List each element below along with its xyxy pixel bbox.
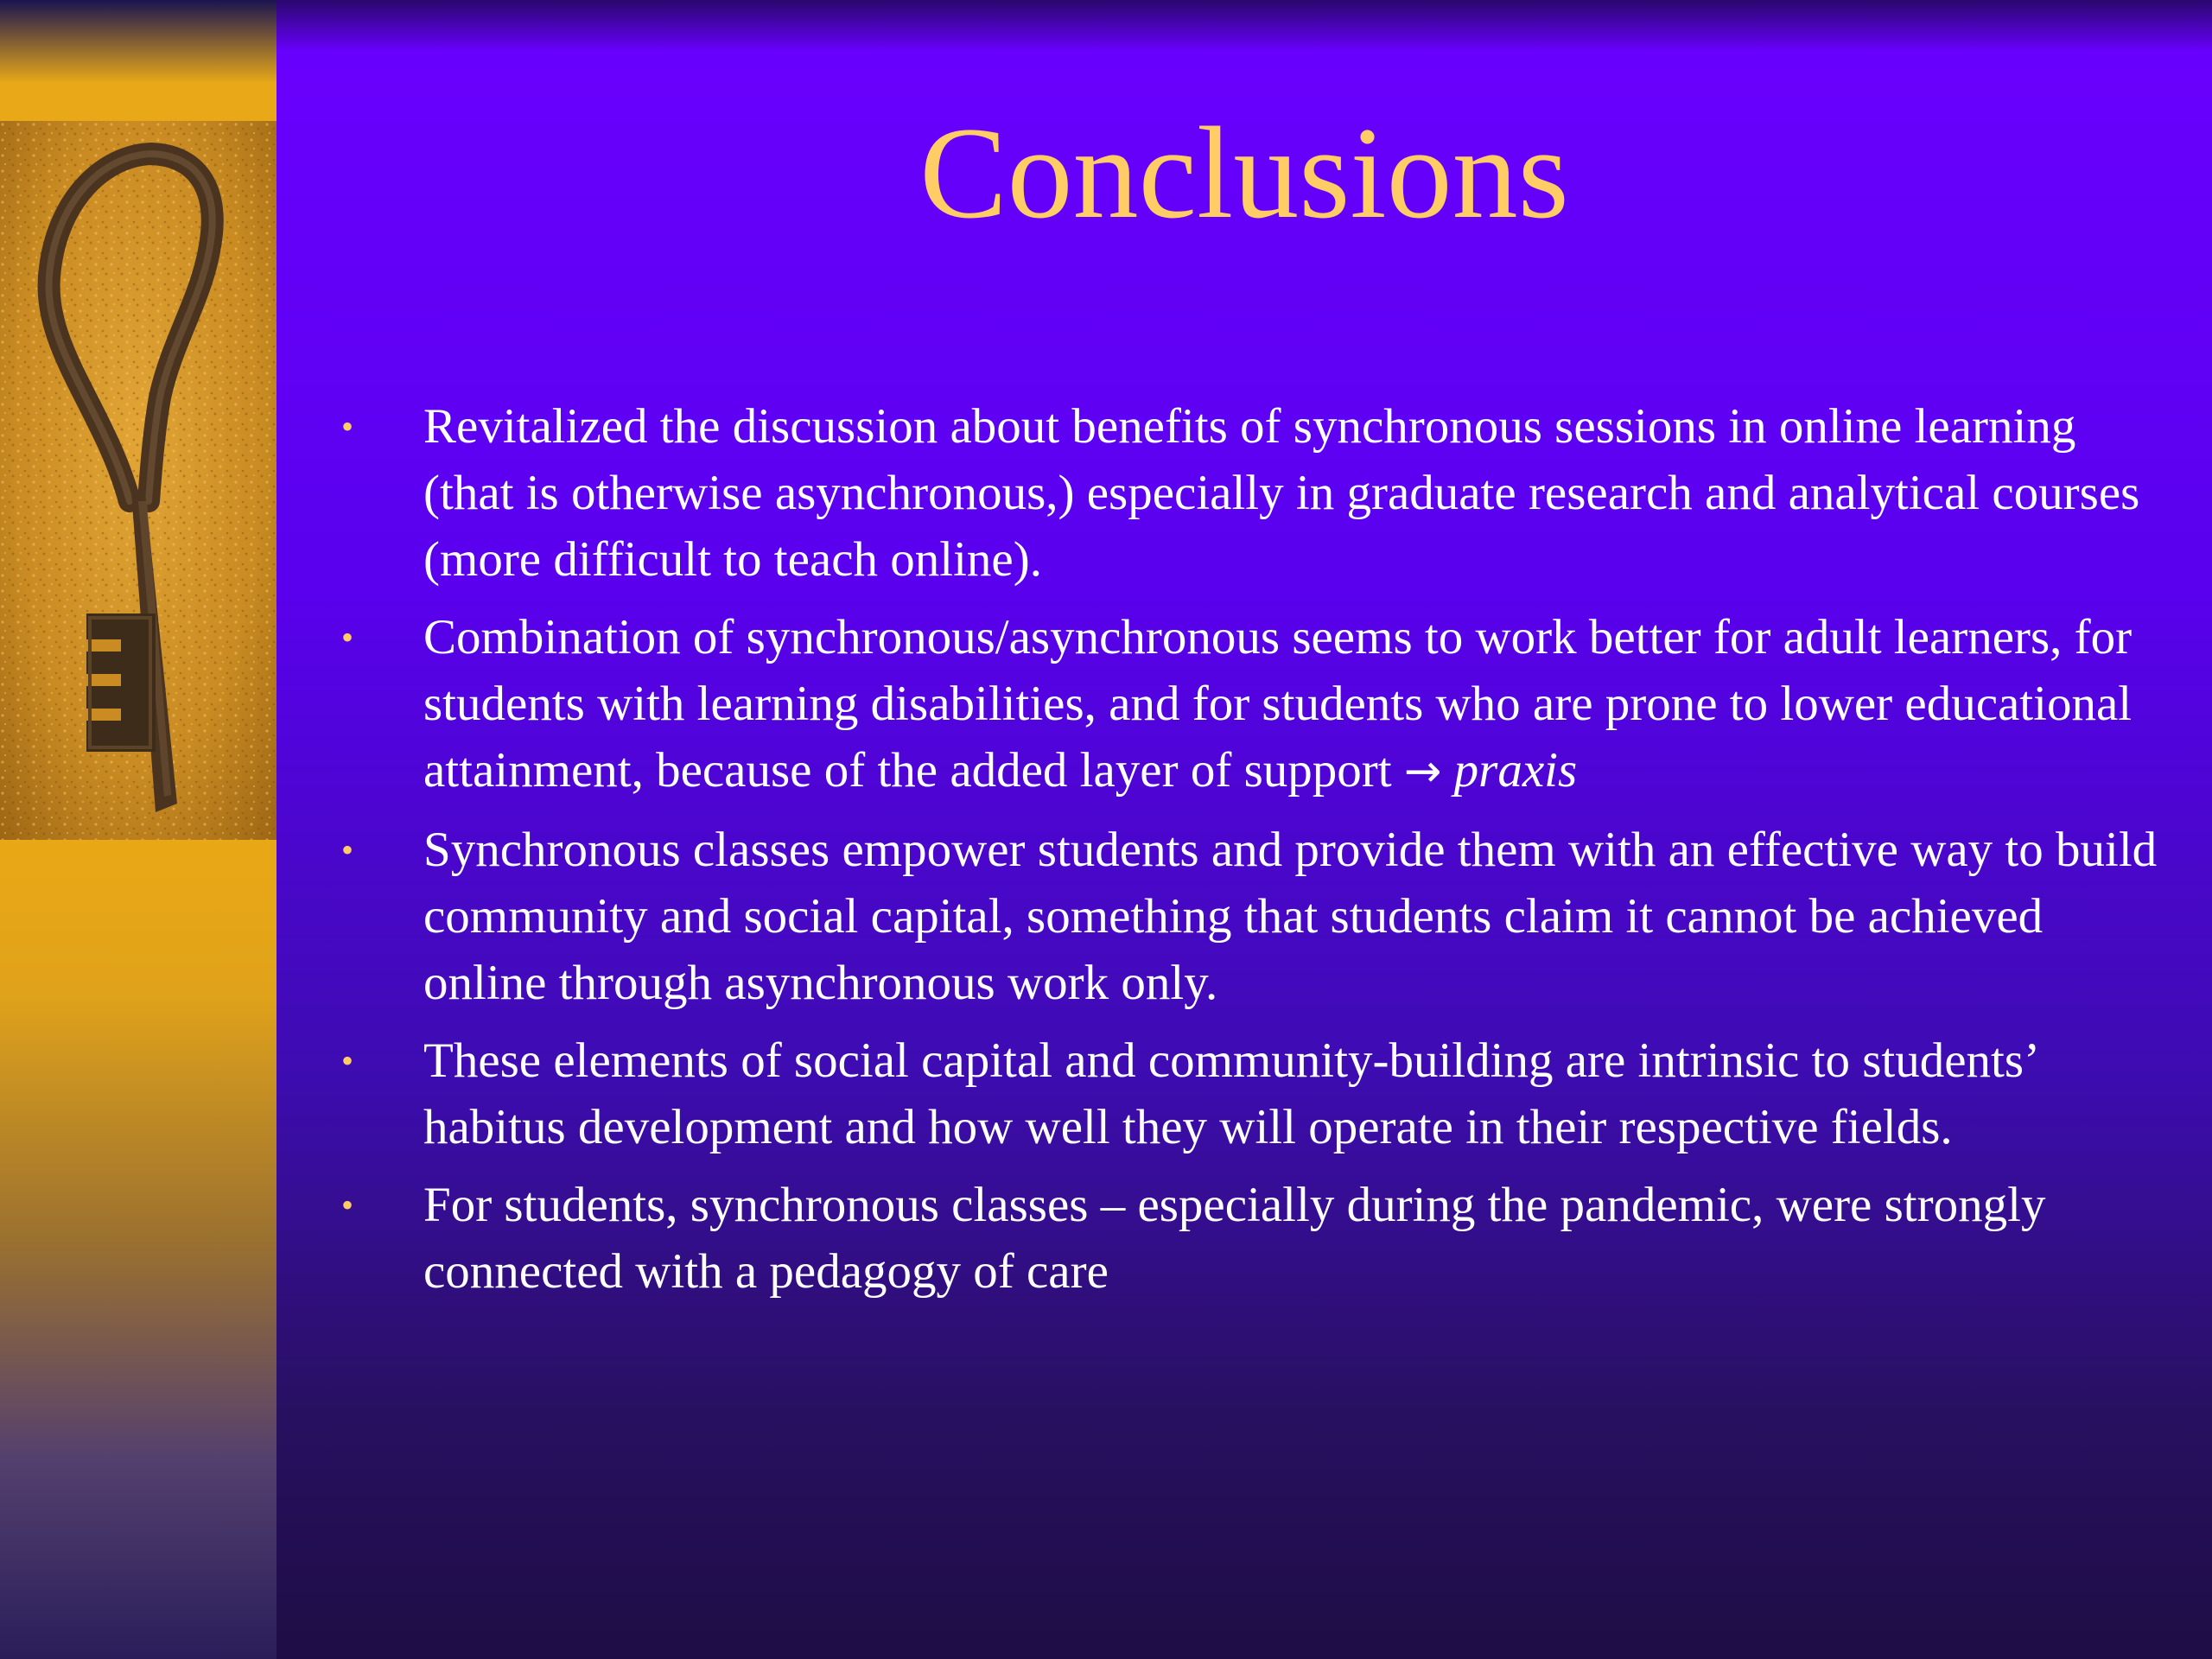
bullet-text: Combination of synchronous/asynchronous seems to work better for adult learners, for students with learning disabilities, and for students who are prone to lower educational attainment, because of the added layer of support xyxy=(423,610,2133,798)
bullet-italic-term: praxis xyxy=(1453,743,1578,798)
bullet-marker: • xyxy=(341,1041,354,1080)
bullet-text: Synchronous classes empower students and provide them with an effective way to build community and social capital, something that students claim it cannot be achieved online through asynchronous work only. xyxy=(423,823,2158,1010)
bullet-item xyxy=(337,1027,2160,1160)
bullet-list xyxy=(337,393,2160,1316)
bullet-item xyxy=(337,1172,2160,1305)
bullet-marker: • xyxy=(341,1185,354,1224)
top-shade xyxy=(276,0,2212,52)
bullet-marker: • xyxy=(341,830,354,869)
bullet-text: These elements of social capital and community-building are intrinsic to students’ habitus development and how well they will operate in their respective fields. xyxy=(423,1033,2037,1154)
bullet-item xyxy=(337,817,2160,1016)
bullet-item xyxy=(337,393,2160,593)
bullet-text: Revitalized the discussion about benefits of synchronous sessions in online learning (that is otherwise asynchronous,) especially in graduate research and analytical courses (more difficult to teach online). xyxy=(423,399,2140,587)
slide-title: Conclusions xyxy=(919,100,1569,245)
bullet-marker: • xyxy=(341,407,354,446)
right-arrow-icon: → xyxy=(1403,746,1442,798)
antique-key-icon xyxy=(0,121,276,840)
key-photo xyxy=(0,121,276,840)
bullet-text: For students, synchronous classes – especially during the pandemic, were strongly connected with a pedagogy of care xyxy=(423,1178,2046,1299)
bullet-item xyxy=(337,604,2160,805)
side-decoration-strip xyxy=(0,0,276,1659)
bullet-marker: • xyxy=(341,618,354,657)
